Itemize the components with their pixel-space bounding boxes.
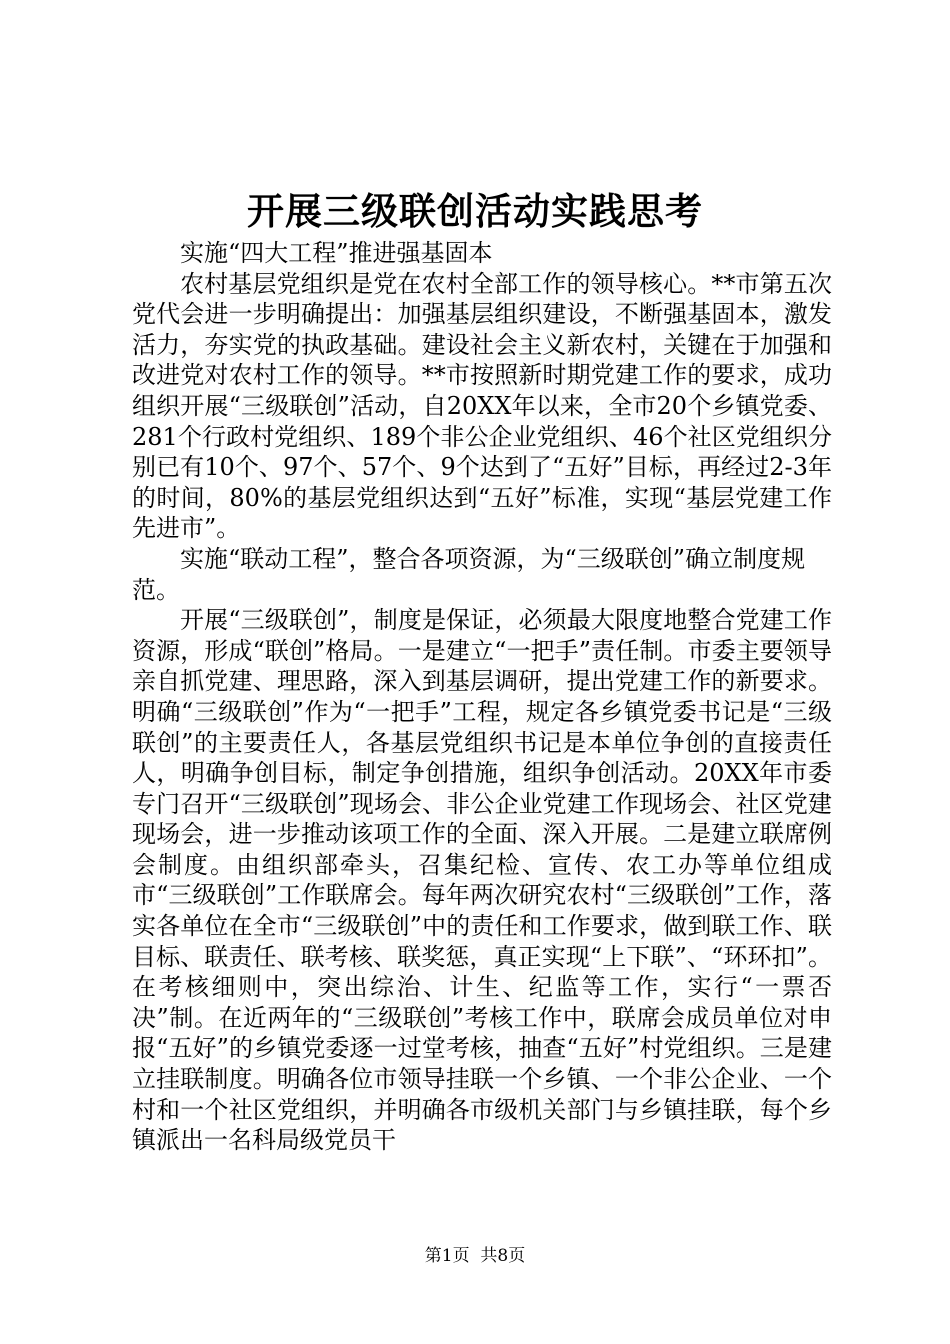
page-footer: [0, 1244, 950, 1268]
document-title: 开展三级联创活动实践思考: [247, 189, 703, 233]
page-total: 共8页: [480, 1246, 526, 1266]
document-body: [132, 238, 832, 1156]
paragraph-system-guarantee: 开展“三级联创”，制度是保证，必须最大限度地整合党建工作资源，形成“联创”格局。一是建立“一把手”责任制。市委主要领导亲自抓党建、理思路，深入到基层调研，提出党建工作的新要求。明确“三级联创”作为“一把手”工程，规定各乡镇党委书记是“三级联创”的主要责任人，各基层党组织书记是本单位争创的直接责任人，明确争创目标，制定争创措施，组织争创活动。20XX年市委专门召开“三级联创”现场会、非公企业党建工作现场会、社区党建现场会，进一步推动该项工作的全面、深入开展。二是建立联席例会制度。由组织部牵头，召集纪检、宣传、农工办等单位组成市“三级联创”工作联席会。每年两次研究农村“三级联创”工作，落实各单位在全市“三级联创”中的责任和工作要求，做到联工作、联目标、联责任、联考核、联奖惩，真正实现“上下联”、“环环扣”。在考核细则中，突出综治、计生、纪监等工作，实行“一票否决”制。在近两年的“三级联创”考核工作中，联席会成员单位对申报“五好”的乡镇党委逐一过堂考核，抽查“五好”村党组织。三是建立挂联制度。明确各位市领导挂联一个乡镇、一个非公企业、一个村和一个社区党组织，并明确各市级机关部门与乡镇挂联，每个乡镇派出一名科局级党员干: [132, 606, 832, 1155]
paragraph-rural-party-core: 农村基层党组织是党在农村全部工作的领导核心。**市第五次党代会进一步明确提出：加强基层组织建设，不断强基固本，激发活力，夯实党的执政基础。建设社会主义新农村，关键在于加强和改进党对农村工作的领导。**市按照新时期党建工作的要求，成功组织开展“三级联创”活动，自20XX年以来，全市20个乡镇党委、281个行政村党组织、189个非公企业党组织、46个社区党组织分别已有10个、97个、57个、9个达到了“五好”目标，再经过2-3年的时间，80%的基层党组织达到“五好”标准，实现“基层党建工作先进市”。: [132, 269, 832, 543]
section-heading-four-projects: 实施“四大工程”推进强基固本: [180, 239, 493, 267]
section-heading-linkage-project: 实施“联动工程”，整合各项资源，为“三级联创”确立制度规范。: [132, 544, 806, 604]
page-number: 第1页: [424, 1246, 470, 1266]
footer-spacer: [470, 1246, 481, 1266]
